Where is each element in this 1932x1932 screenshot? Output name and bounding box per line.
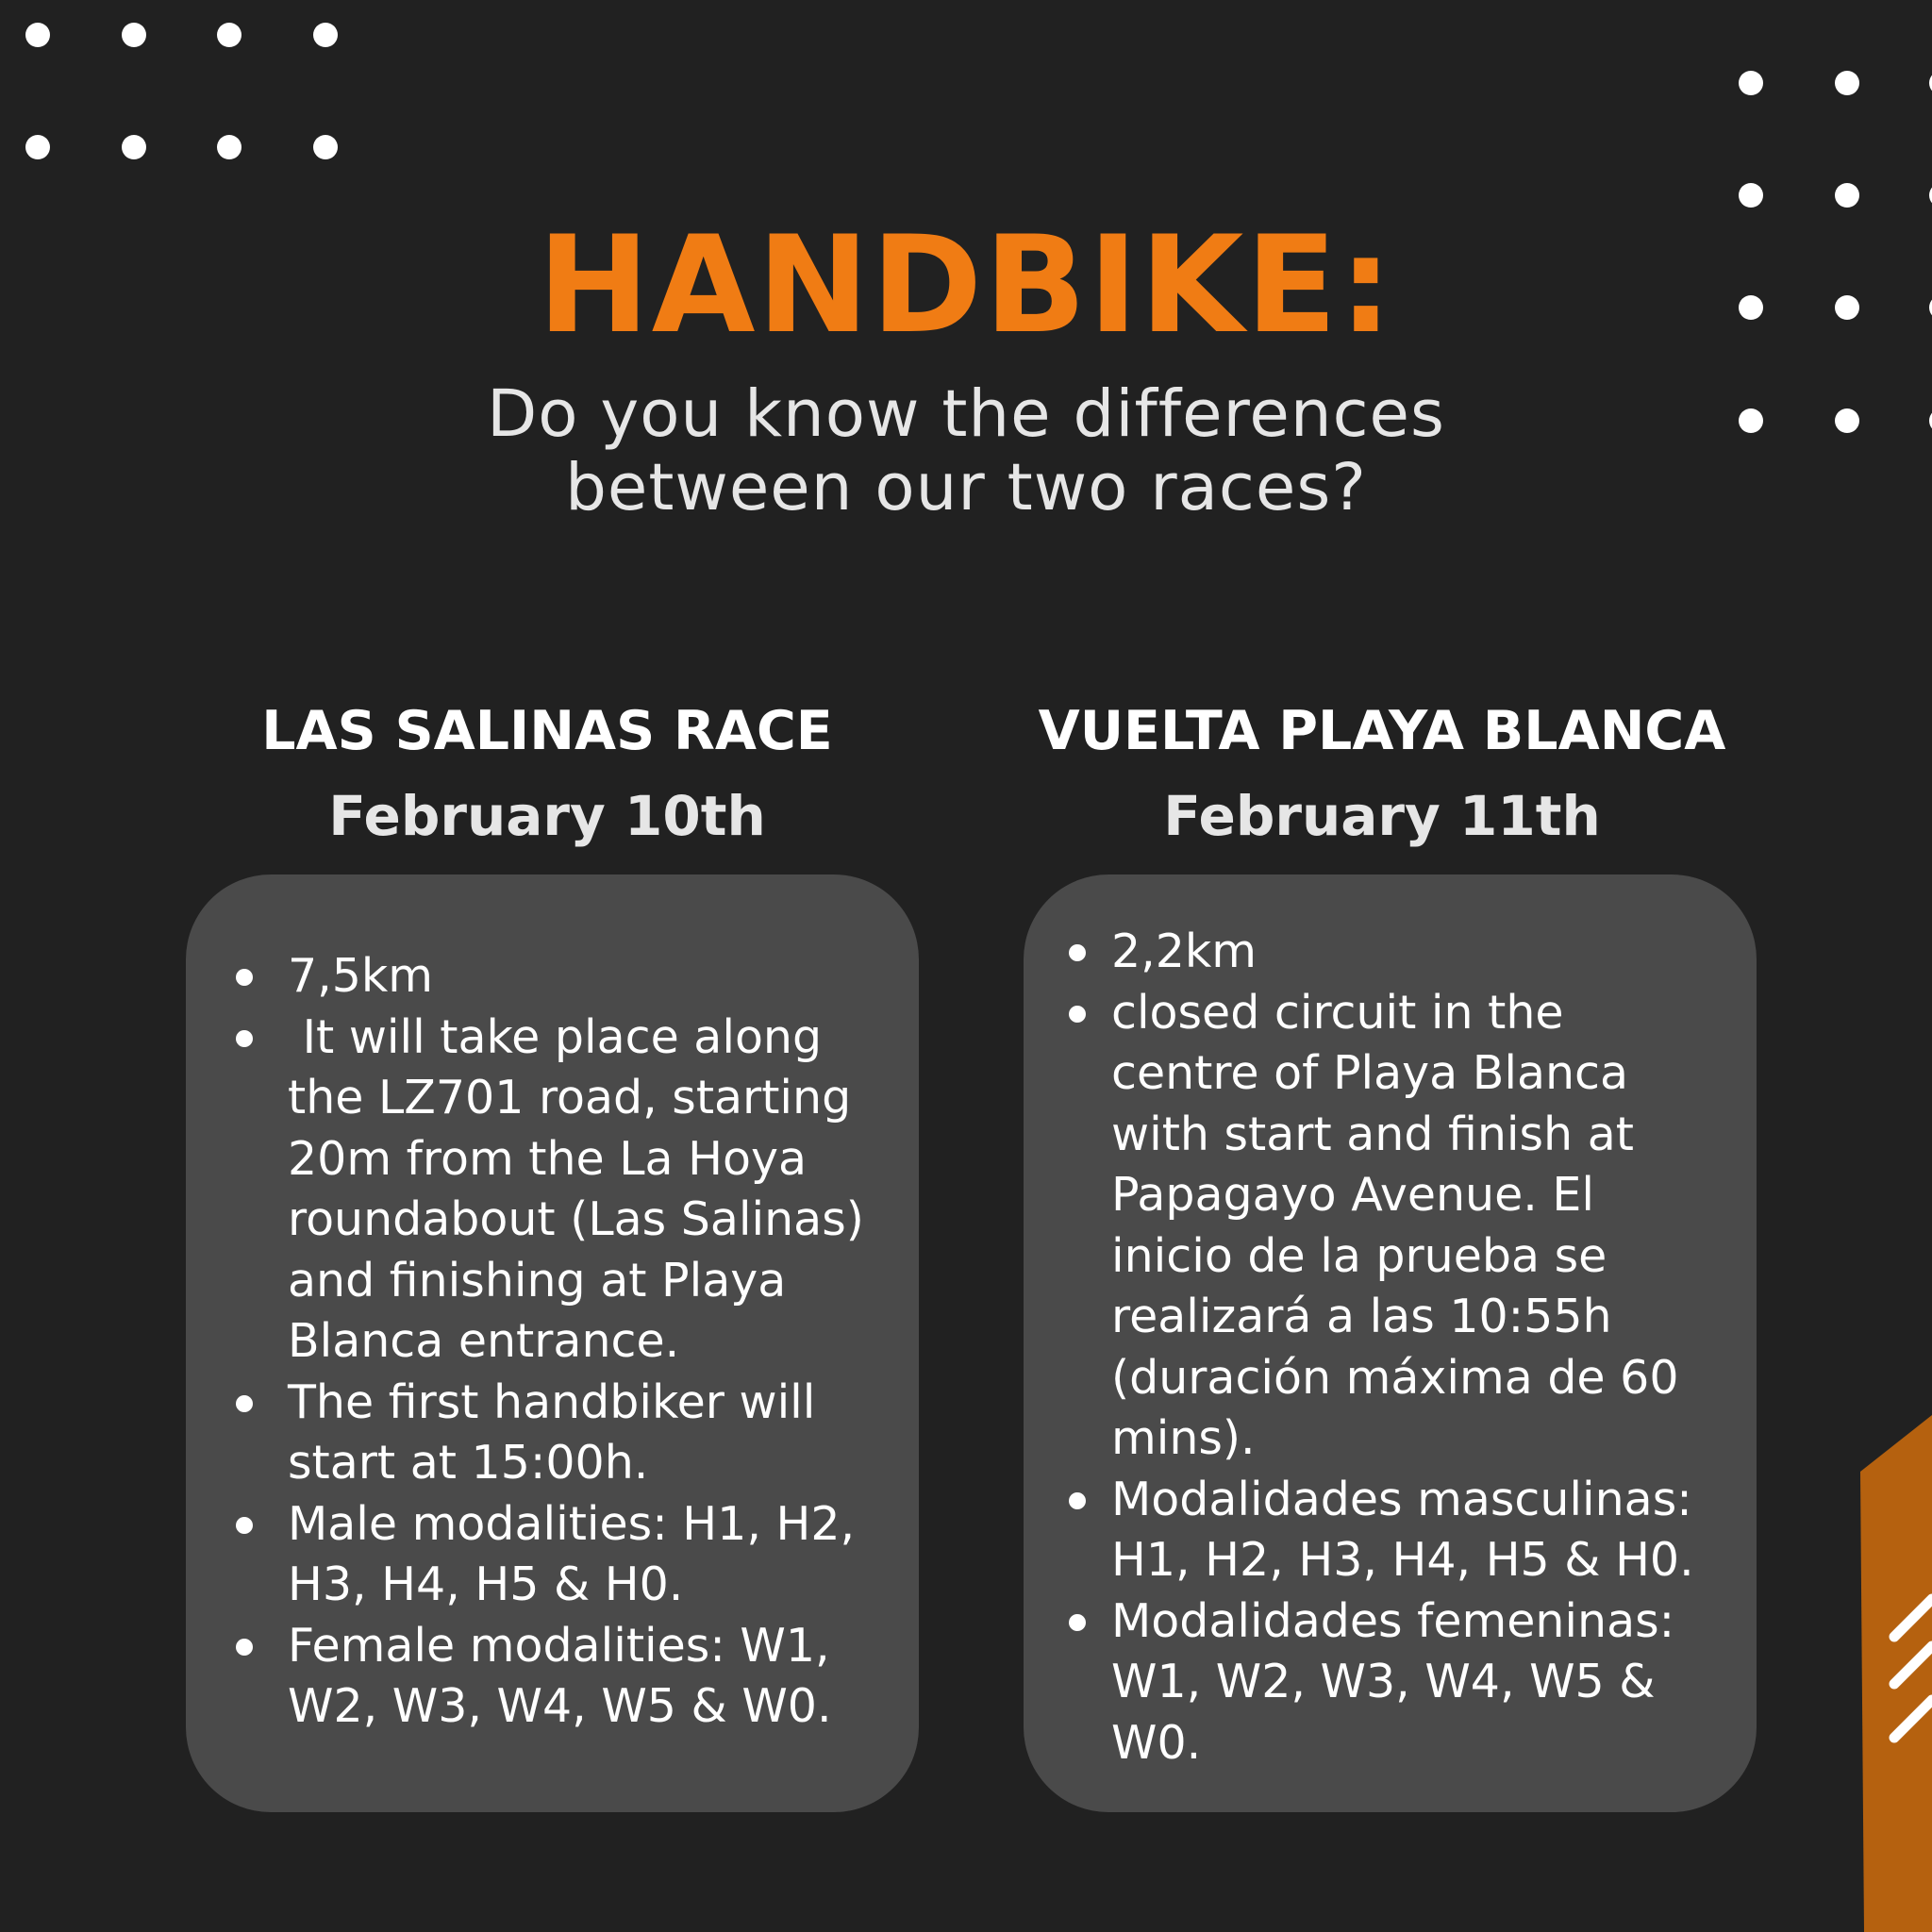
bullet-icon [236, 1030, 253, 1047]
bullet-icon [1069, 1614, 1086, 1631]
race-name: VUELTA PLAYA BLANCA [1038, 700, 1726, 762]
list-item [1111, 983, 1724, 1470]
subtitle-line: between our two races? [565, 450, 1367, 525]
list-item [288, 1616, 891, 1738]
bullet-icon [236, 1639, 253, 1656]
list-item-text: Male modalities: H1, H2, H3, H4, H5 & H0. [288, 1496, 856, 1611]
race-name: LAS SALINAS RACE [261, 700, 833, 762]
list-item [288, 1373, 891, 1494]
subtitle-line: Do you know the differences [487, 376, 1445, 452]
list-item-text: 2,2km [1111, 924, 1257, 978]
list-item [1111, 922, 1724, 983]
list-item-text: Modalidades femeninas: W1, W2, W3, W4, W5 & W0. [1111, 1593, 1675, 1770]
list-item-text: It will take place along the LZ701 road, starting 20m from the La Hoya roundabout (Las Salinas) and finishing at Playa Blanca entrance. [288, 1009, 879, 1368]
list-item [1111, 1470, 1724, 1591]
bullet-icon [1069, 1492, 1086, 1509]
bullet-icon [1069, 944, 1086, 961]
list-item-text: Female modalities: W1, W2, W3, W4, W5 & W0. [288, 1618, 832, 1733]
list-item-text: 7,5km [288, 949, 434, 1003]
page-subtitle [0, 377, 1932, 525]
race-details-list [288, 946, 891, 1738]
list-item [288, 1008, 891, 1373]
race-card-vuelta-playa-blanca [1024, 874, 1757, 1812]
race-date: February 11th [1163, 784, 1601, 848]
list-item-text: closed circuit in the centre of Playa Blanca with start and finish at Papagayo Avenue. El inicio de la prueba se realizará a las 10:55h (duración máxima de 60 mins). [1111, 985, 1679, 1465]
list-item [288, 946, 891, 1008]
list-item-text: Modalidades masculinas: H1, H2, H3, H4, H5 & H0. [1111, 1472, 1694, 1587]
bullet-icon [236, 1395, 253, 1412]
bullet-icon [236, 969, 253, 986]
list-item [1111, 1591, 1724, 1774]
race-card-las-salinas [186, 874, 919, 1812]
list-item [288, 1494, 891, 1616]
orange-corner-panel [1860, 1415, 1932, 1932]
race-details-list [1111, 922, 1724, 1774]
bullet-icon [236, 1517, 253, 1534]
race-date: February 10th [328, 784, 766, 848]
bullet-icon [1069, 1006, 1086, 1023]
page-title: HANDBIKE: [537, 208, 1395, 363]
list-item-text: The first handbiker will start at 15:00h. [288, 1374, 816, 1490]
